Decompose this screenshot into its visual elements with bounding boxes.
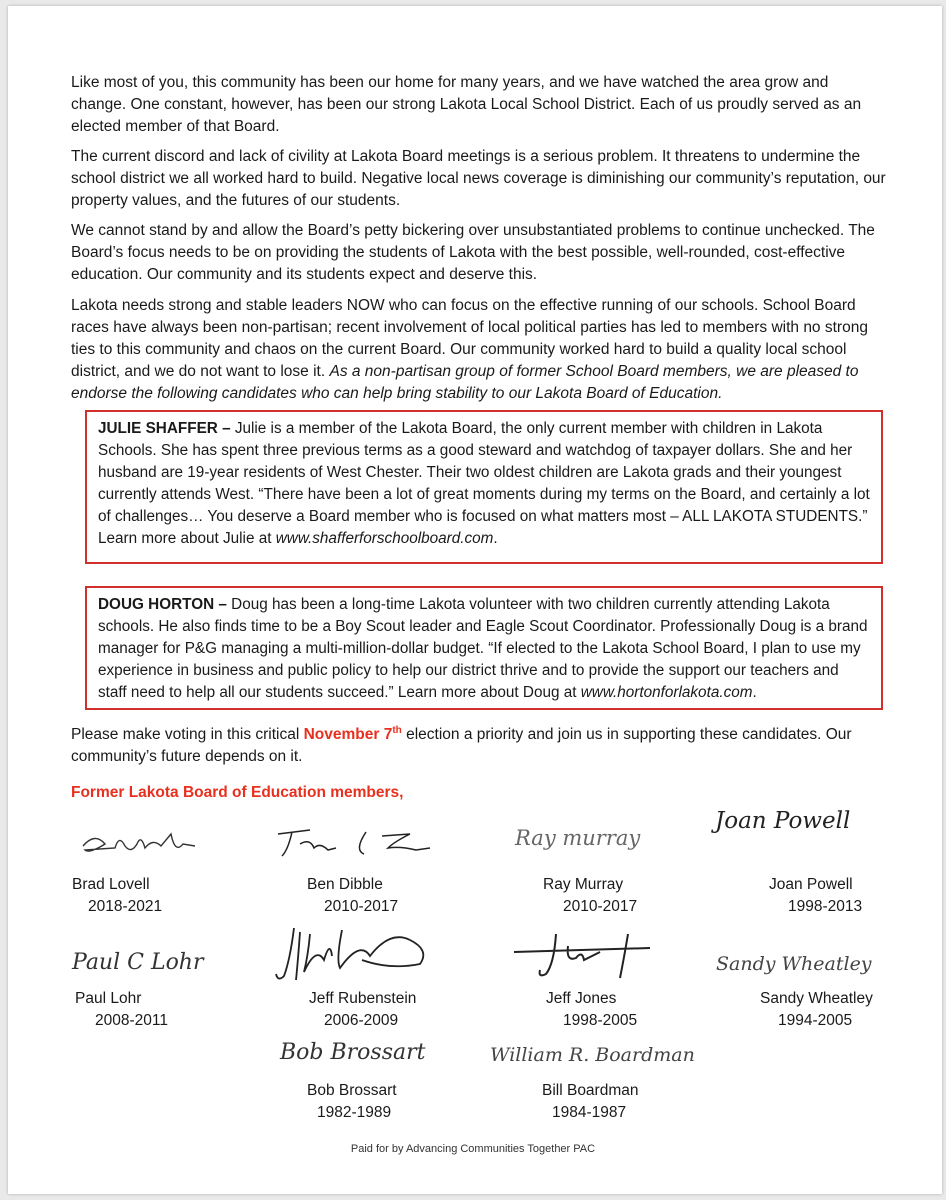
intro-paragraph-1: Like most of you, this community has been our home for many years, and we have watched the area grow and change. One constant, however, has been our strong Lakota Local School District. Each of us proudly served as an elected member of that Board. — [71, 74, 862, 135]
candidate-website-link[interactable]: www.shafferforschoolboard.com — [275, 530, 494, 547]
intro-paragraph-4-text: Lakota needs strong and stable leaders NOW who can focus on the effective running of our schools. School Board races have always been non-partisan; recent involvement of local political parties has led to members with no strong ties to this community and chaos on the current Board. Our community worked hard to build a quality local school district, and we do not want to lose it. — [71, 297, 868, 380]
intro-paragraph-2: The current discord and lack of civility at Lakota Board meetings is a serious problem. It threatens to undermine the school district we all worked hard to build. Negative local news coverage is diminishing our community’s reputation, our property values, and the futures of our students. — [71, 148, 886, 209]
member-years: 1998-2005 — [563, 1012, 638, 1029]
member-years: 2018-2021 — [88, 898, 163, 915]
candidate-website-link[interactable]: www.hortonforlakota.com — [580, 684, 753, 701]
candidate-box-shaffer — [85, 410, 883, 564]
member-years: 1998-2013 — [788, 898, 863, 915]
member-name: Paul Lohr — [75, 990, 142, 1007]
member-name: Ben Dibble — [307, 876, 383, 893]
member-name: Joan Powell — [769, 876, 853, 893]
signatories-heading: Former Lakota Board of Education members, — [71, 784, 404, 801]
candidate-bio: Doug has been a long-time Lakota volunteer with two children currently attending Lakota schools. He also finds time to be a Boy Scout leader and Eagle Scout Coordinator. Professionally Doug is a brand manager for P&G managing a multi-million-dollar budget. “If elected to the Lakota School Board, I plan to use my experience in business and public policy to help our district thrive and to provide the support our teachers and staff need to help all our students succeed.” Learn more about Doug at — [98, 596, 868, 701]
member-name: Jeff Rubenstein — [309, 990, 417, 1007]
signature-ray-murray: Ray murray — [515, 826, 641, 850]
signature-ben-dibble — [270, 820, 450, 864]
member-name: Ray Murray — [543, 876, 624, 893]
member-name: Jeff Jones — [546, 990, 617, 1007]
signature-paul-lohr: Paul C Lohr — [72, 950, 204, 975]
candidate-box-horton — [85, 586, 883, 710]
member-name: Bob Brossart — [307, 1082, 397, 1099]
member-years: 1994-2005 — [778, 1012, 853, 1029]
signature-sandy-wheatley: Sandy Wheatley — [716, 953, 872, 975]
member-years: 1982-1989 — [317, 1104, 392, 1121]
signature-jeff-jones — [510, 928, 660, 986]
member-years: 2008-2011 — [95, 1012, 168, 1029]
signature-bill-boardman: William R. Boardman — [490, 1044, 695, 1066]
member-name: Sandy Wheatley — [760, 990, 873, 1007]
period: . — [752, 684, 757, 701]
candidate-name: JULIE SHAFFER – — [98, 420, 231, 437]
intro-paragraph-4 — [71, 295, 886, 405]
signature-jeff-rubenstein — [270, 920, 440, 990]
candidate-bio: Julie is a member of the Lakota Board, the only current member with children in Lakota Schools. She has spent three previous terms as a good steward and watchdog of taxpayer dollars. She and her husband are 19-year residents of West Chester. Their two oldest children are Lakota grads and their youngest currently attends West. “There have been a lot of great moments during my terms on the Board, and certainly a lot of challenges… You deserve a Board member who is focused on what matters most – ALL LAKOTA STUDENTS.” Learn more about Julie at — [98, 420, 870, 547]
signature-bob-brossart: Bob Brossart — [280, 1040, 426, 1065]
member-years: 2010-2017 — [324, 898, 399, 915]
election-date: November 7th — [303, 725, 402, 744]
period: . — [493, 530, 498, 547]
endorsement-statement: As a non-partisan group of former School Board members, we are pleased to endorse the following candidates who can help bring stability to our Lakota Board of Education. — [71, 363, 859, 402]
signature-brad-lovell — [75, 824, 205, 864]
member-years: 1984-1987 — [552, 1104, 627, 1121]
member-name: Brad Lovell — [72, 876, 150, 893]
member-name: Bill Boardman — [542, 1082, 639, 1099]
signature-joan-powell: Joan Powell — [715, 808, 851, 834]
intro-paragraph-3: We cannot stand by and allow the Board’s petty bickering over unsubstantiated problems to continue unchecked. The Board’s focus needs to be on providing the students of Lakota with the best possible, well-rounded, cost-effective education. Our community and its students expect and deserve this. — [71, 222, 875, 283]
closing-text-after: election a priority and join us in supporting these candidates. Our community’s future depends on it. — [71, 726, 852, 766]
member-years: 2006-2009 — [324, 1012, 399, 1029]
closing-text-before: Please make voting in this critical — [71, 726, 300, 744]
closing-paragraph — [71, 720, 886, 768]
candidate-name: DOUG HORTON – — [98, 596, 227, 613]
paid-for-by-footer: Paid for by Advancing Communities Together PAC — [350, 1143, 596, 1155]
member-years: 2010-2017 — [563, 898, 638, 915]
